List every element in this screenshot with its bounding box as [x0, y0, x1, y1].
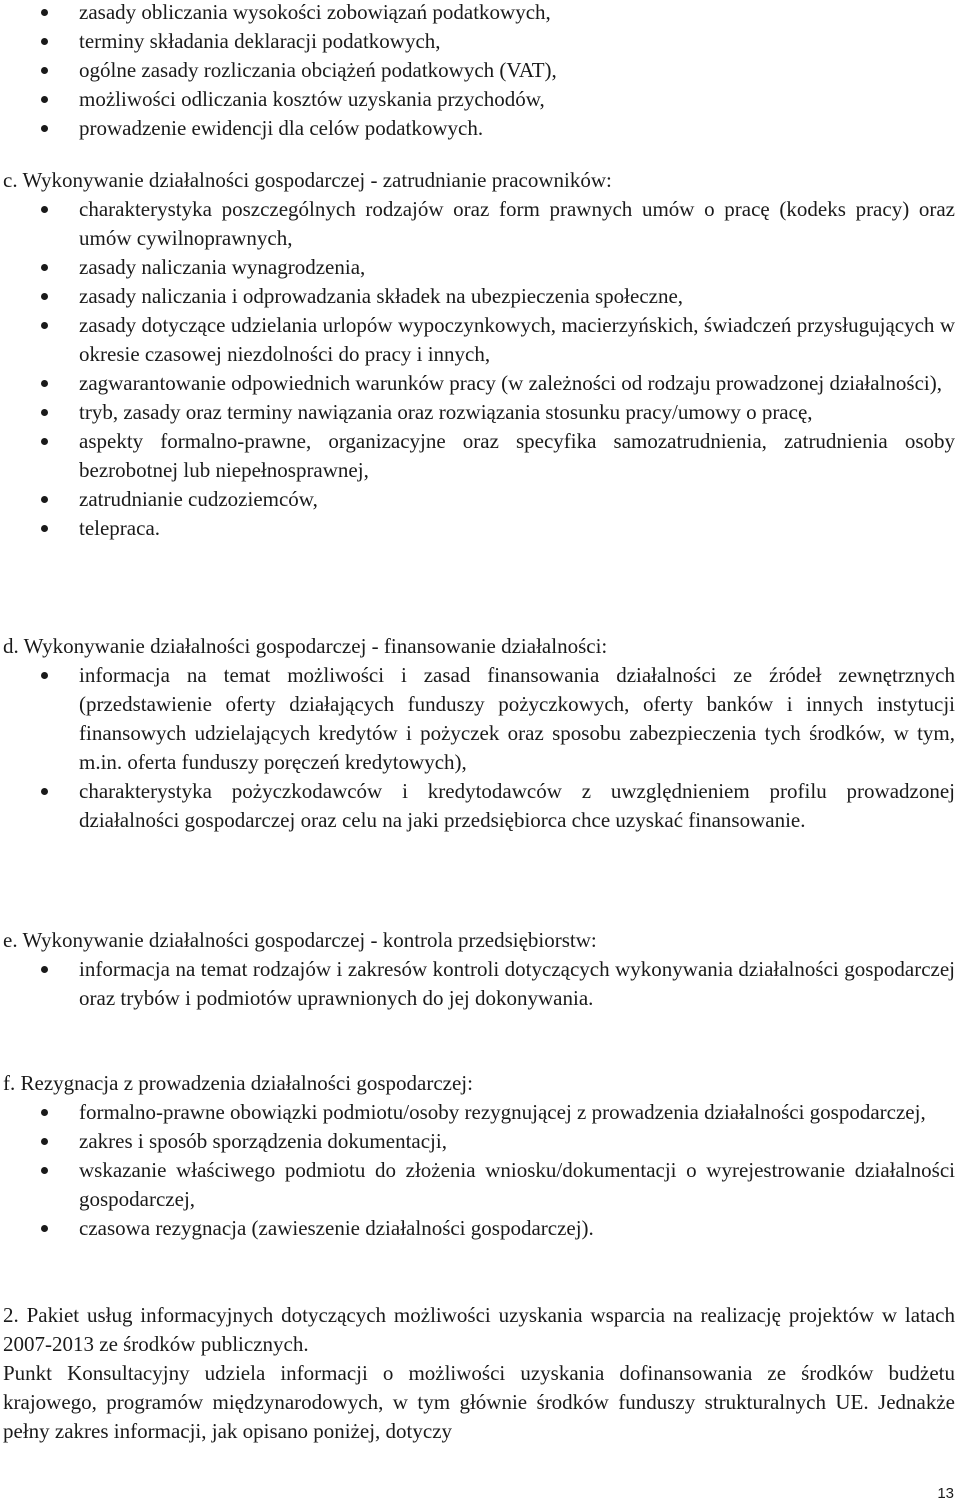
list-item: formalno-prawne obowiązki podmiotu/osoby rezygnującej z prowadzenia działalności gospodarczej,	[79, 1098, 955, 1127]
section-f-list	[0, 1098, 955, 1243]
tax-topics-section	[0, 0, 955, 143]
list-item: zasady naliczania i odprowadzania składek na ubezpieczenia społeczne,	[79, 282, 955, 311]
bullet-icon	[34, 0, 54, 27]
tax-topics-list	[0, 0, 955, 143]
list-item: aspekty formalno-prawne, organizacyjne oraz specyfika samozatrudnienia, zatrudnienia osoby bezrobotnej lub niepełnosprawnej,	[79, 427, 955, 485]
page-number: 13	[937, 1485, 954, 1502]
list-item: telepraca.	[79, 514, 955, 543]
list-item: wskazanie właściwego podmiotu do złożenia wniosku/dokumentacji o wyrejestrowanie działalności gospodarczej,	[79, 1156, 955, 1214]
bullet-icon	[34, 427, 54, 456]
list-item: zakres i sposób sporządzenia dokumentacji,	[79, 1127, 955, 1156]
section-c	[0, 166, 955, 543]
section-2-title: 2. Pakiet usług informacyjnych dotyczących możliwości uzyskania wsparcia na realizację projektów w latach 2007-2013 ze środków publicznych.	[3, 1303, 955, 1356]
list-item: zasady naliczania wynagrodzenia,	[79, 253, 955, 282]
list-item: możliwości odliczania kosztów uzyskania przychodów,	[79, 85, 955, 114]
section-c-heading: c. Wykonywanie działalności gospodarczej - zatrudnianie pracowników:	[3, 168, 612, 192]
list-item: charakterystyka poszczególnych rodzajów oraz form prawnych umów o pracę (kodeks pracy) oraz umów cywilnoprawnych,	[79, 195, 955, 253]
list-item: prowadzenie ewidencji dla celów podatkowych.	[79, 114, 955, 143]
bullet-icon	[34, 398, 54, 427]
bullet-icon	[34, 1214, 54, 1243]
bullet-icon	[34, 777, 54, 806]
section-f	[0, 1069, 955, 1243]
list-item: czasowa rezygnacja (zawieszenie działalności gospodarczej).	[79, 1214, 955, 1243]
bullet-icon	[34, 114, 54, 143]
bullet-icon	[34, 955, 54, 984]
bullet-icon	[34, 85, 54, 114]
bullet-icon	[34, 27, 54, 56]
bullet-icon	[34, 56, 54, 85]
section-e	[0, 926, 955, 1013]
list-item: zasady obliczania wysokości zobowiązań podatkowych,	[79, 0, 955, 27]
section-d-heading: d. Wykonywanie działalności gospodarczej - finansowanie działalności:	[3, 634, 608, 658]
list-item: charakterystyka pożyczkodawców i kredytodawców z uwzględnieniem profilu prowadzonej działalności gospodarczej oraz celu na jaki przedsiębiorca chce uzyskać finansowanie.	[79, 777, 955, 835]
section-c-list	[0, 195, 955, 543]
bullet-icon	[34, 369, 54, 398]
list-item: zatrudnianie cudzoziemców,	[79, 485, 955, 514]
list-item: zagwarantowanie odpowiednich warunków pracy (w zależności od rodzaju prowadzonej działalności),	[79, 369, 955, 398]
list-item: terminy składania deklaracji podatkowych,	[79, 27, 955, 56]
bullet-icon	[34, 485, 54, 514]
bullet-icon	[34, 1156, 54, 1185]
list-item: zasady dotyczące udzielania urlopów wypoczynkowych, macierzyńskich, świadczeń przysługujących w okresie czasowej niezdolności do pracy i innych,	[79, 311, 955, 369]
section-2	[0, 1301, 955, 1446]
list-item: ogólne zasady rozliczania obciążeń podatkowych (VAT),	[79, 56, 955, 85]
bullet-icon	[34, 195, 54, 224]
bullet-icon	[34, 282, 54, 311]
section-2-paragraph: Punkt Konsultacyjny udziela informacji o możliwości uzyskania dofinansowania ze środków budżetu krajowego, programów międzynarodowych, w tym głównie środków funduszy strukturalnych UE. Jednakże pełny zakres informacji, jak opisano poniżej, dotyczy	[3, 1361, 955, 1443]
bullet-icon	[34, 253, 54, 282]
bullet-icon	[34, 1127, 54, 1156]
list-item: informacja na temat możliwości i zasad finansowania działalności ze źródeł zewnętrznych (przedstawienie oferty działających funduszy pożyczkowych, oferty banków i innych instytucji finansowych udzielających kredytów i pożyczek oraz sposobu zabezpieczenia tych środków, w tym, m.in. oferta funduszy poręczeń kredytowych),	[79, 661, 955, 777]
section-f-heading: f. Rezygnacja z prowadzenia działalności gospodarczej:	[3, 1071, 473, 1095]
bullet-icon	[34, 661, 54, 690]
bullet-icon	[34, 514, 54, 543]
list-item: tryb, zasady oraz terminy nawiązania oraz rozwiązania stosunku pracy/umowy o pracę,	[79, 398, 955, 427]
bullet-icon	[34, 311, 54, 340]
section-d-list	[0, 661, 955, 835]
list-item: informacja na temat rodzajów i zakresów kontroli dotyczących wykonywania działalności gospodarczej oraz trybów i podmiotów uprawnionych do jej dokonywania.	[79, 955, 955, 1013]
section-e-list	[0, 955, 955, 1013]
section-d	[0, 632, 955, 835]
bullet-icon	[34, 1098, 54, 1127]
section-e-heading: e. Wykonywanie działalności gospodarczej - kontrola przedsiębiorstw:	[3, 928, 597, 952]
